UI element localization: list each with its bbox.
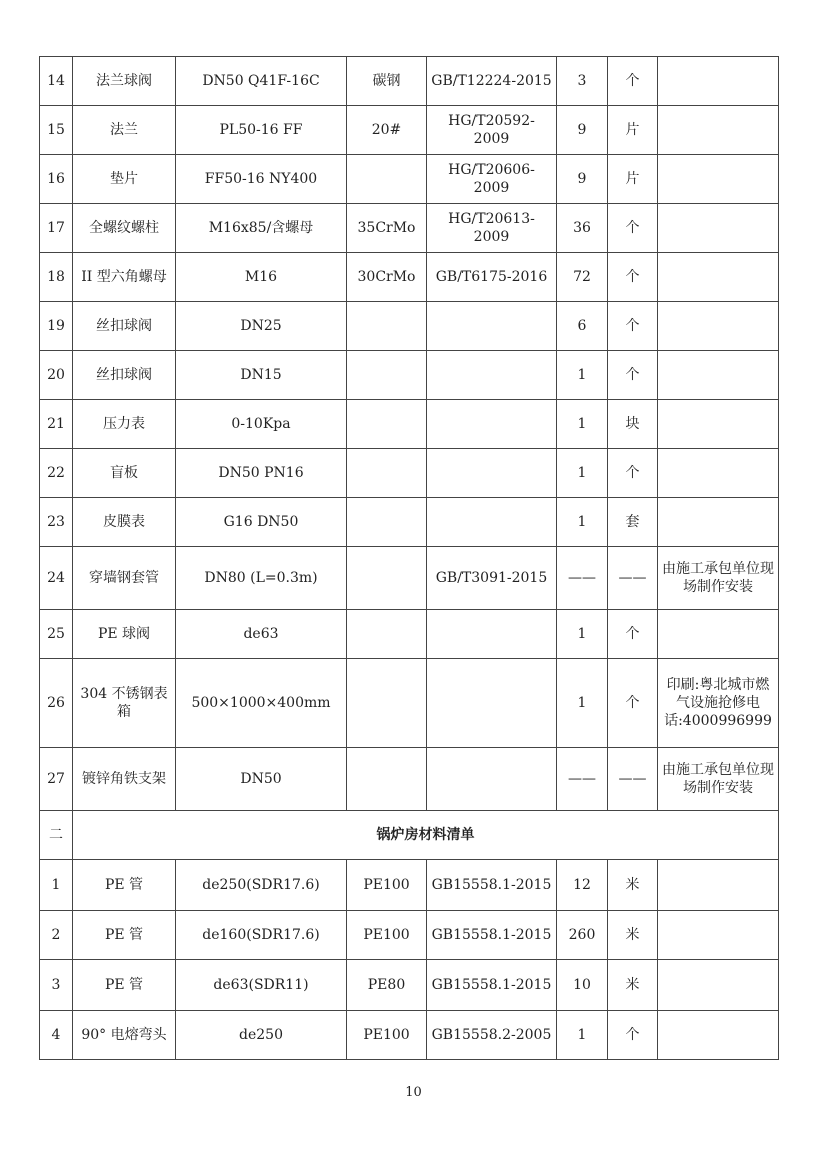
cell-note — [658, 351, 779, 400]
cell-quantity: —— — [557, 547, 608, 610]
section-title: 锅炉房材料清单 — [73, 811, 779, 860]
table-row — [40, 302, 779, 351]
table-row — [40, 547, 779, 610]
cell-note — [658, 498, 779, 547]
cell-name: 全螺纹螺柱 — [73, 204, 176, 253]
cell-unit: 片 — [608, 155, 658, 204]
cell-name: 皮膜表 — [73, 498, 176, 547]
cell-spec: DN50 PN16 — [176, 449, 347, 498]
cell-spec: de250 — [176, 1011, 347, 1060]
table-row — [40, 911, 779, 960]
cell-quantity: 36 — [557, 204, 608, 253]
cell-unit: —— — [608, 748, 658, 811]
cell-note — [658, 449, 779, 498]
cell-number: 1 — [40, 860, 73, 911]
cell-unit: 个 — [608, 302, 658, 351]
section-number: 二 — [40, 811, 73, 860]
cell-material — [347, 748, 427, 811]
cell-standard: GB15558.1-2015 — [427, 911, 557, 960]
cell-unit: 个 — [608, 659, 658, 748]
cell-note — [658, 960, 779, 1011]
cell-number: 25 — [40, 610, 73, 659]
cell-spec: PL50-16 FF — [176, 106, 347, 155]
cell-unit: —— — [608, 547, 658, 610]
cell-name: II 型六角螺母 — [73, 253, 176, 302]
cell-name: 法兰球阀 — [73, 57, 176, 106]
cell-quantity: 9 — [557, 155, 608, 204]
cell-note — [658, 253, 779, 302]
cell-standard: GB15558.1-2015 — [427, 960, 557, 1011]
cell-spec: de160(SDR17.6) — [176, 911, 347, 960]
cell-quantity: 1 — [557, 449, 608, 498]
cell-quantity: 72 — [557, 253, 608, 302]
cell-material — [347, 610, 427, 659]
cell-note — [658, 1011, 779, 1060]
cell-unit: 个 — [608, 351, 658, 400]
cell-spec: DN15 — [176, 351, 347, 400]
cell-material — [347, 400, 427, 449]
cell-unit: 米 — [608, 860, 658, 911]
table-row — [40, 449, 779, 498]
cell-quantity: 1 — [557, 400, 608, 449]
cell-material: 30CrMo — [347, 253, 427, 302]
cell-note — [658, 57, 779, 106]
cell-standard: GB/T3091-2015 — [427, 547, 557, 610]
cell-name: 穿墙钢套管 — [73, 547, 176, 610]
table-row — [40, 610, 779, 659]
cell-unit: 块 — [608, 400, 658, 449]
cell-number: 22 — [40, 449, 73, 498]
cell-number: 23 — [40, 498, 73, 547]
cell-material — [347, 449, 427, 498]
cell-name: PE 管 — [73, 960, 176, 1011]
cell-material: 20# — [347, 106, 427, 155]
cell-unit: 个 — [608, 1011, 658, 1060]
cell-number: 24 — [40, 547, 73, 610]
cell-standard: GB15558.2-2005 — [427, 1011, 557, 1060]
page-number: 10 — [405, 1085, 422, 1100]
cell-quantity: 6 — [557, 302, 608, 351]
table-row — [40, 748, 779, 811]
cell-note — [658, 302, 779, 351]
cell-unit: 个 — [608, 204, 658, 253]
cell-material — [347, 351, 427, 400]
cell-standard — [427, 498, 557, 547]
cell-material: 35CrMo — [347, 204, 427, 253]
cell-spec: M16x85/含螺母 — [176, 204, 347, 253]
table-row — [40, 253, 779, 302]
cell-name: 垫片 — [73, 155, 176, 204]
table-row — [40, 351, 779, 400]
cell-quantity: 1 — [557, 1011, 608, 1060]
cell-number: 16 — [40, 155, 73, 204]
cell-material — [347, 302, 427, 351]
cell-name: 304 不锈钢表箱 — [73, 659, 176, 748]
cell-standard — [427, 610, 557, 659]
cell-material: PE100 — [347, 1011, 427, 1060]
cell-standard — [427, 400, 557, 449]
cell-material: PE80 — [347, 960, 427, 1011]
cell-quantity: 3 — [557, 57, 608, 106]
cell-name: 压力表 — [73, 400, 176, 449]
cell-spec: 0-10Kpa — [176, 400, 347, 449]
materials-table — [39, 56, 779, 1060]
table-row — [40, 860, 779, 911]
cell-name: 盲板 — [73, 449, 176, 498]
table-row — [40, 155, 779, 204]
table-row — [40, 498, 779, 547]
cell-quantity: 1 — [557, 351, 608, 400]
cell-standard — [427, 351, 557, 400]
cell-material — [347, 498, 427, 547]
cell-note — [658, 860, 779, 911]
cell-unit: 个 — [608, 57, 658, 106]
cell-spec: G16 DN50 — [176, 498, 347, 547]
cell-material: 碳钢 — [347, 57, 427, 106]
cell-standard: HG/T20613-2009 — [427, 204, 557, 253]
cell-material: PE100 — [347, 860, 427, 911]
cell-spec: DN25 — [176, 302, 347, 351]
cell-quantity: 1 — [557, 610, 608, 659]
cell-name: PE 球阀 — [73, 610, 176, 659]
cell-note — [658, 106, 779, 155]
cell-name: 法兰 — [73, 106, 176, 155]
cell-material — [347, 155, 427, 204]
cell-unit: 个 — [608, 610, 658, 659]
cell-spec: DN50 — [176, 748, 347, 811]
cell-number: 19 — [40, 302, 73, 351]
cell-unit: 个 — [608, 253, 658, 302]
cell-standard — [427, 659, 557, 748]
cell-quantity: —— — [557, 748, 608, 811]
cell-standard: HG/T20606-2009 — [427, 155, 557, 204]
cell-number: 14 — [40, 57, 73, 106]
cell-number: 2 — [40, 911, 73, 960]
cell-name: 丝扣球阀 — [73, 302, 176, 351]
table-row — [40, 106, 779, 155]
cell-spec: de63(SDR11) — [176, 960, 347, 1011]
cell-unit: 米 — [608, 960, 658, 1011]
cell-quantity: 10 — [557, 960, 608, 1011]
table-row — [40, 1011, 779, 1060]
cell-number: 20 — [40, 351, 73, 400]
cell-quantity: 12 — [557, 860, 608, 911]
table-row — [40, 57, 779, 106]
cell-number: 4 — [40, 1011, 73, 1060]
table-row — [40, 204, 779, 253]
cell-number: 17 — [40, 204, 73, 253]
cell-note — [658, 610, 779, 659]
cell-name: 镀锌角铁支架 — [73, 748, 176, 811]
cell-standard: GB15558.1-2015 — [427, 860, 557, 911]
cell-note: 由施工承包单位现场制作安装 — [658, 748, 779, 811]
cell-name: PE 管 — [73, 911, 176, 960]
cell-number: 15 — [40, 106, 73, 155]
cell-quantity: 260 — [557, 911, 608, 960]
cell-number: 18 — [40, 253, 73, 302]
cell-quantity: 1 — [557, 659, 608, 748]
cell-spec: DN80 (L=0.3m) — [176, 547, 347, 610]
cell-number: 21 — [40, 400, 73, 449]
cell-name: PE 管 — [73, 860, 176, 911]
cell-note: 印刷:粤北城市燃气设施抢修电话:4000996999 — [658, 659, 779, 748]
cell-spec: DN50 Q41F-16C — [176, 57, 347, 106]
cell-number: 26 — [40, 659, 73, 748]
table-row — [40, 659, 779, 748]
cell-note — [658, 911, 779, 960]
cell-standard: HG/T20592-2009 — [427, 106, 557, 155]
cell-note — [658, 400, 779, 449]
cell-name: 90° 电熔弯头 — [73, 1011, 176, 1060]
cell-material — [347, 659, 427, 748]
cell-unit: 米 — [608, 911, 658, 960]
cell-material — [347, 547, 427, 610]
cell-name: 丝扣球阀 — [73, 351, 176, 400]
cell-number: 27 — [40, 748, 73, 811]
cell-standard: GB/T12224-2015 — [427, 57, 557, 106]
cell-spec: M16 — [176, 253, 347, 302]
cell-note — [658, 155, 779, 204]
cell-spec: 500×1000×400mm — [176, 659, 347, 748]
table-row — [40, 400, 779, 449]
cell-standard: GB/T6175-2016 — [427, 253, 557, 302]
section-row — [40, 811, 779, 860]
cell-unit: 片 — [608, 106, 658, 155]
cell-spec: de250(SDR17.6) — [176, 860, 347, 911]
cell-number: 3 — [40, 960, 73, 1011]
cell-note: 由施工承包单位现场制作安装 — [658, 547, 779, 610]
cell-standard — [427, 302, 557, 351]
cell-standard — [427, 748, 557, 811]
cell-quantity: 9 — [557, 106, 608, 155]
cell-material: PE100 — [347, 911, 427, 960]
cell-unit: 个 — [608, 449, 658, 498]
cell-note — [658, 204, 779, 253]
cell-quantity: 1 — [557, 498, 608, 547]
cell-spec: de63 — [176, 610, 347, 659]
cell-unit: 套 — [608, 498, 658, 547]
cell-standard — [427, 449, 557, 498]
table-row — [40, 960, 779, 1011]
cell-spec: FF50-16 NY400 — [176, 155, 347, 204]
